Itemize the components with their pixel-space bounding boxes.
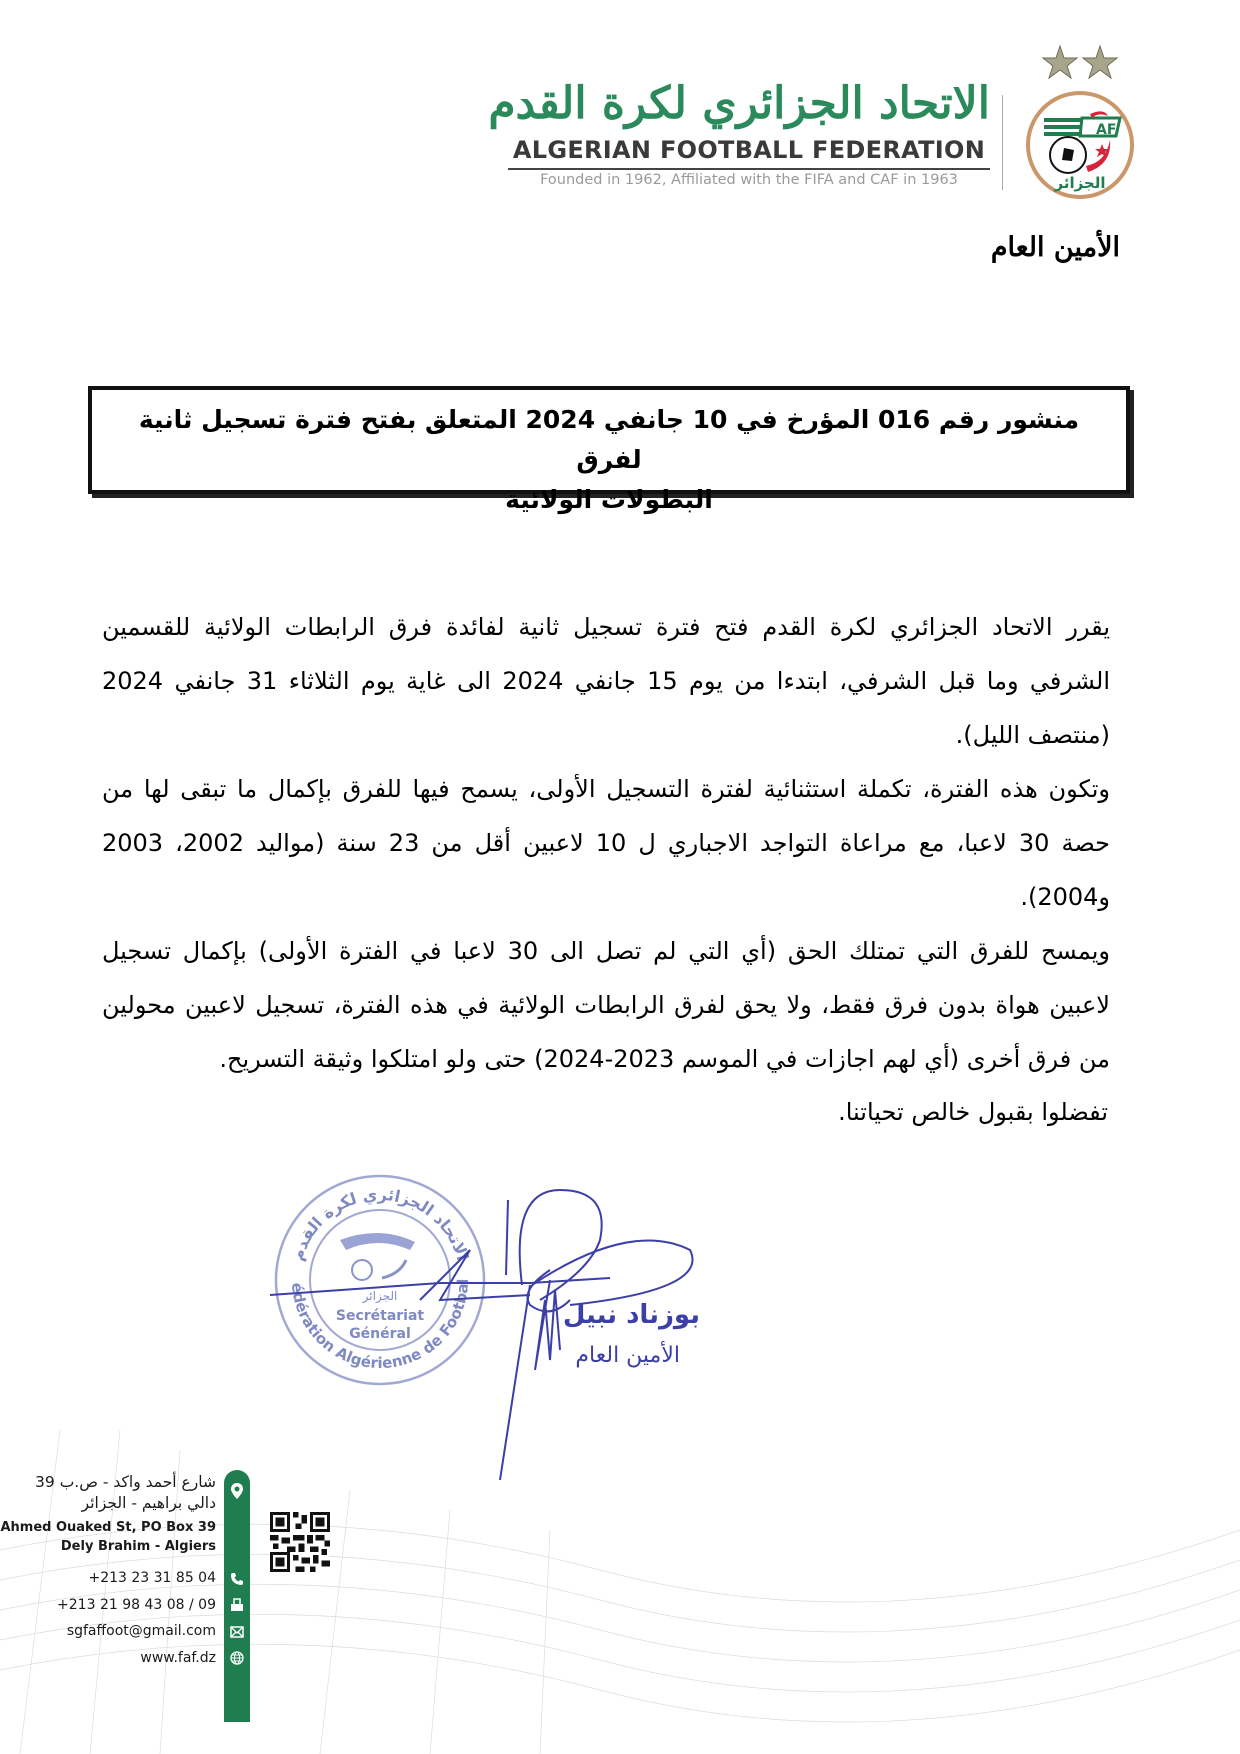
body-paragraph: وتكون هذه الفترة، تكملة استثنائية لفترة التسجيل الأولى، يسمح فيها للفرق بإكمال ما تبقى لها من حصة 30 لاعبا، مع مراعاة التواجد الاجباري ل 10 لاعبين أقل من 23 سنة (مواليد 2002، 2003 و2004). — [102, 775, 1111, 911]
stamp-center-ar: الجزائر — [362, 1289, 398, 1303]
star-icon — [1043, 46, 1077, 78]
signatory-name: بوزناد نبيل — [562, 1300, 700, 1330]
phone-number: +213 23 31 85 04 — [88, 1570, 216, 1586]
circular-title-box — [88, 386, 1130, 514]
header-vertical-separator — [1002, 95, 1003, 190]
crest-caption: الجزائر — [1054, 174, 1106, 192]
svg-text:AF: AF — [1096, 122, 1117, 138]
org-name-arabic: الاتحاد الجزائري لكرة القدم — [488, 78, 990, 129]
body-paragraph: ويمسح للفرق التي تمتلك الحق (أي التي لم تصل الى 30 لاعبا في الفترة الأولى) بإكمال تسجيل لاعبين هواة بدون فرق فقط، ولا يحق لفرق الرابطات الولائية في هذه الفترة، تسجيل لاعبين محولين من فرق أخرى (أي لهم اجازات في الموسم 2023-2024) حتى ولو امتلكوا وثيقة التسريح. — [102, 937, 1110, 1073]
qr-code[interactable] — [270, 1512, 330, 1572]
stamp-center-fr-1: Secrétariat — [335, 1308, 425, 1324]
org-name-english: ALGERIAN FOOTBALL FEDERATION — [512, 136, 986, 164]
stamp-outer-text-ar: الاتحاد الجزائري لكرة القدم — [287, 1184, 473, 1263]
website-link[interactable]: www.faf.dz — [140, 1650, 216, 1666]
star-icon — [1083, 46, 1117, 78]
title-line-1: منشور رقم 016 المؤرخ في 10 جانفي 2024 المتعلق بفتح فترة تسجيل ثانية لفرق — [138, 405, 1080, 474]
circular-body — [102, 600, 1110, 1086]
address-english-line-1: Ahmed Ouaked St, PO Box 39 — [0, 1520, 216, 1535]
address-english-line-2: Dely Brahim - Algiers — [60, 1539, 216, 1554]
org-tagline: Founded in 1962, Affiliated with the FIFA and CAF in 1963 — [540, 172, 958, 188]
body-paragraph: يقرر الاتحاد الجزائري لكرة القدم فتح فترة تسجيل ثانية لفائدة فرق الرابطات الولائية للقسمين الشرفي وما قبل الشرفي، ابتدءا من يوم 15 جانفي 2024 الى غاية يوم الثلاثاء 31 جانفي 2024 (منتصف الليل). — [102, 613, 1111, 749]
closing-salutation: تفضلوا بقبول خالص تحياتنا. — [838, 1098, 1108, 1126]
globe-icon — [224, 1647, 250, 1669]
mail-icon — [224, 1621, 250, 1643]
phone-icon — [224, 1568, 250, 1590]
fax-icon — [224, 1594, 250, 1616]
title-line-2: البطولات الولائية — [505, 485, 713, 514]
header-divider — [508, 168, 990, 170]
location-pin-icon — [224, 1480, 250, 1502]
signatory-role: الأمين العام — [575, 1343, 680, 1368]
email-link[interactable]: sgfaffoot@gmail.com — [66, 1623, 216, 1639]
address-arabic-line-1: شارع أحمد واكد - ص.ب 39 — [35, 1473, 216, 1491]
stamp-outer-text-fr: édération Algérienne de Footbal — [287, 1278, 473, 1373]
faf-crest-icon — [1022, 40, 1142, 210]
fax-number: +213 21 98 43 08 / 09 — [57, 1597, 216, 1613]
sender-label: الأمين العام — [990, 232, 1120, 263]
stamp-center-fr-2: Général — [349, 1326, 411, 1342]
address-arabic-line-2: دالي براهيم - الجزائر — [81, 1494, 216, 1512]
circular-title — [92, 390, 1126, 520]
